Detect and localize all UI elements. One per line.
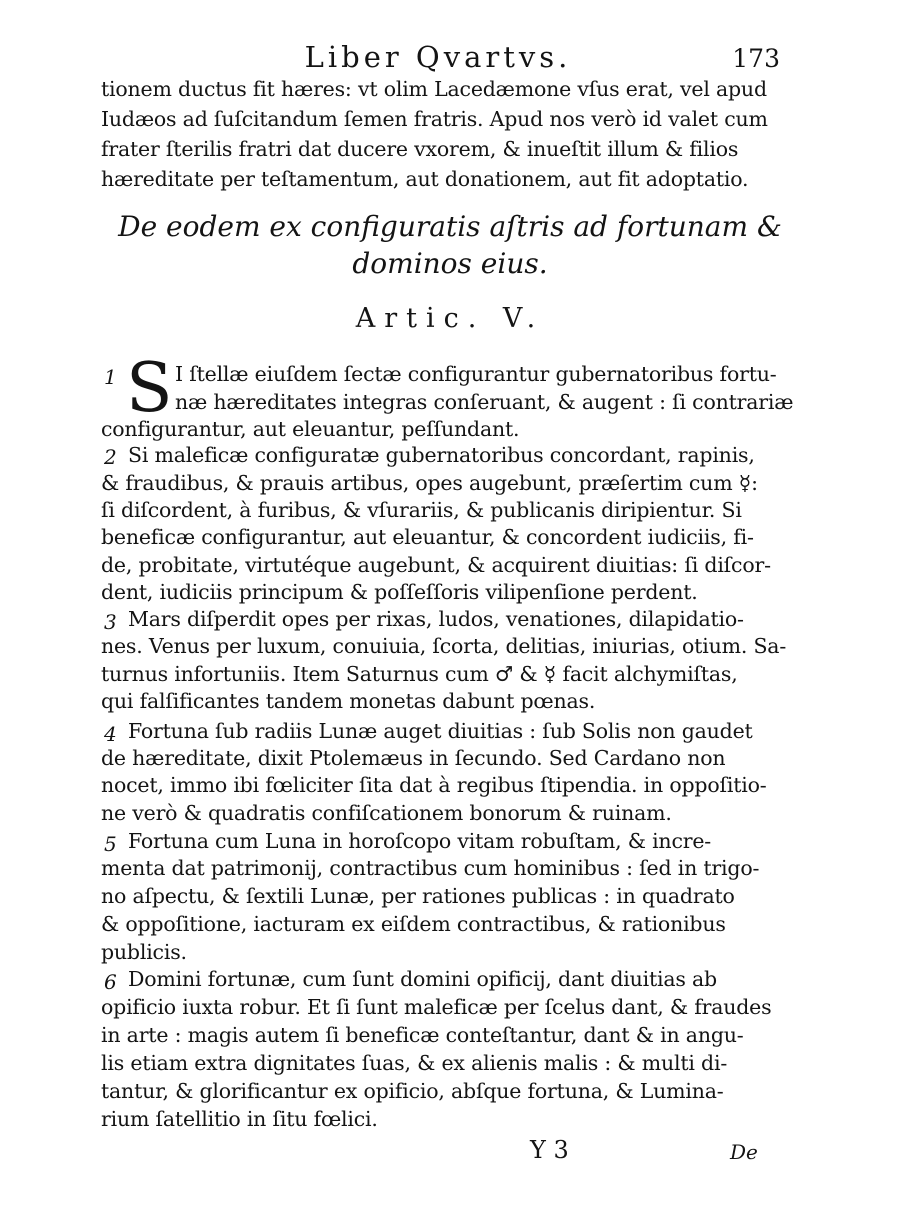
text-line: rium ſatellitio in ſitu fœlici. — [101, 1107, 378, 1131]
signature-mark: Y 3 — [530, 1136, 569, 1164]
text-line: no aſpectu, & ſextili Lunæ, per rationes publicas : in quadrato — [101, 884, 735, 908]
text-line: dent, iudiciis principum & poſſeſſoris vilipenſione perdent. — [101, 580, 698, 604]
section-heading-line2: dominos eius. — [352, 247, 548, 280]
text-line: qui falſificantes tandem monetas dabunt pœnas. — [101, 689, 596, 713]
text-line: Fortuna cum Luna in horoſcopo vitam robuſtam, & incre- — [128, 829, 711, 853]
paragraph-number: 4 — [104, 722, 117, 746]
text-line: menta dat patrimonij, contractibus cum hominibus : ſed in trigo- — [101, 856, 760, 880]
text-line: & oppoſitione, iacturam ex eiſdem contractibus, & rationibus — [101, 912, 726, 936]
text-line: in arte : magis autem ſi beneficæ conteſtantur, dant & in angu- — [101, 1023, 744, 1047]
paragraph-number: 2 — [104, 445, 117, 469]
text-line: turnus infortuniis. Item Saturnus cum ♂ & ☿ facit alchymiſtas, — [101, 662, 738, 686]
section-heading-line1: De eodem ex configuratis aſtris ad fortunam & — [118, 210, 782, 243]
text-line: Mars diſperdit opes per rixas, ludos, venationes, dilapidatio- — [128, 607, 744, 631]
page-number: 173 — [732, 44, 780, 73]
text-line: nes. Venus per luxum, conuiuia, ſcorta, delitias, iniurias, otium. Sa- — [101, 634, 787, 658]
text-line: næ hæreditates integras conſeruant, & augent : ſi contrariæ — [175, 390, 794, 414]
text-line: publicis. — [101, 940, 187, 964]
text-line: ne verò & quadratis confiſcationem bonorum & ruinam. — [101, 801, 672, 825]
text-line: nocet, immo ibi fœliciter ſita dat à regibus ſtipendia. in oppoſitio- — [101, 773, 767, 797]
text-line: lis etiam extra dignitates ſuas, & ex alienis malis : & multi di- — [101, 1051, 728, 1075]
text-line: beneficæ configurantur, aut eleuantur, & concordent iudiciis, fi- — [101, 525, 754, 549]
text-line: & fraudibus, & prauis artibus, opes augebunt, præſertim cum ☿: — [101, 471, 758, 495]
text-line: Iudæos ad ſuſcitandum ſemen fratris. Apud nos verò id valet cum — [101, 107, 768, 131]
text-line: de hæreditate, dixit Ptolemæus in ſecundo. Sed Cardano non — [101, 746, 726, 770]
text-line: Fortuna ſub radiis Lunæ auget diuitias : ſub Solis non gaudet — [128, 719, 753, 743]
text-line: frater ſterilis fratri dat ducere vxorem, & inueſtit illum & filios — [101, 137, 739, 161]
paragraph-number: 3 — [104, 610, 117, 634]
text-line: opificio iuxta robur. Et ſi ſunt maleficæ per ſcelus dant, & fraudes — [101, 995, 772, 1019]
text-line: tantur, & glorificantur ex opificio, abſque fortuna, & Lumina- — [101, 1079, 724, 1103]
text-line: ſi diſcordent, à furibus, & vſurariis, & publicanis diripientur. Si — [101, 498, 742, 522]
article-title: Artic. V. — [355, 303, 545, 334]
running-head: Liber Qvartvs. — [304, 40, 572, 74]
text-line: de, probitate, virtutéque augebunt, & acquirent diuitias: ſi diſcor- — [101, 553, 771, 577]
text-line: hæreditate per teſtamentum, aut donationem, aut fit adoptatio. — [101, 167, 749, 191]
paragraph-number: 1 — [104, 365, 117, 389]
paragraph-number: 6 — [104, 970, 117, 994]
catchword: De — [730, 1140, 758, 1164]
text-line: tionem ductus fit hæres: vt olim Lacedæmone vſus erat, vel apud — [101, 77, 767, 101]
text-line: configurantur, aut eleuantur, peſſundant. — [101, 417, 520, 441]
text-line: Domini fortunæ, cum ſunt domini opificij, dant diuitias ab — [128, 967, 717, 991]
paragraph-number: 5 — [104, 832, 117, 856]
text-line: Si maleficæ configuratæ gubernatoribus concordant, rapinis, — [128, 443, 755, 467]
drop-cap: S — [126, 349, 173, 428]
text-line: I ſtellæ eiuſdem ſectæ configurantur gubernatoribus fortu- — [175, 362, 777, 386]
